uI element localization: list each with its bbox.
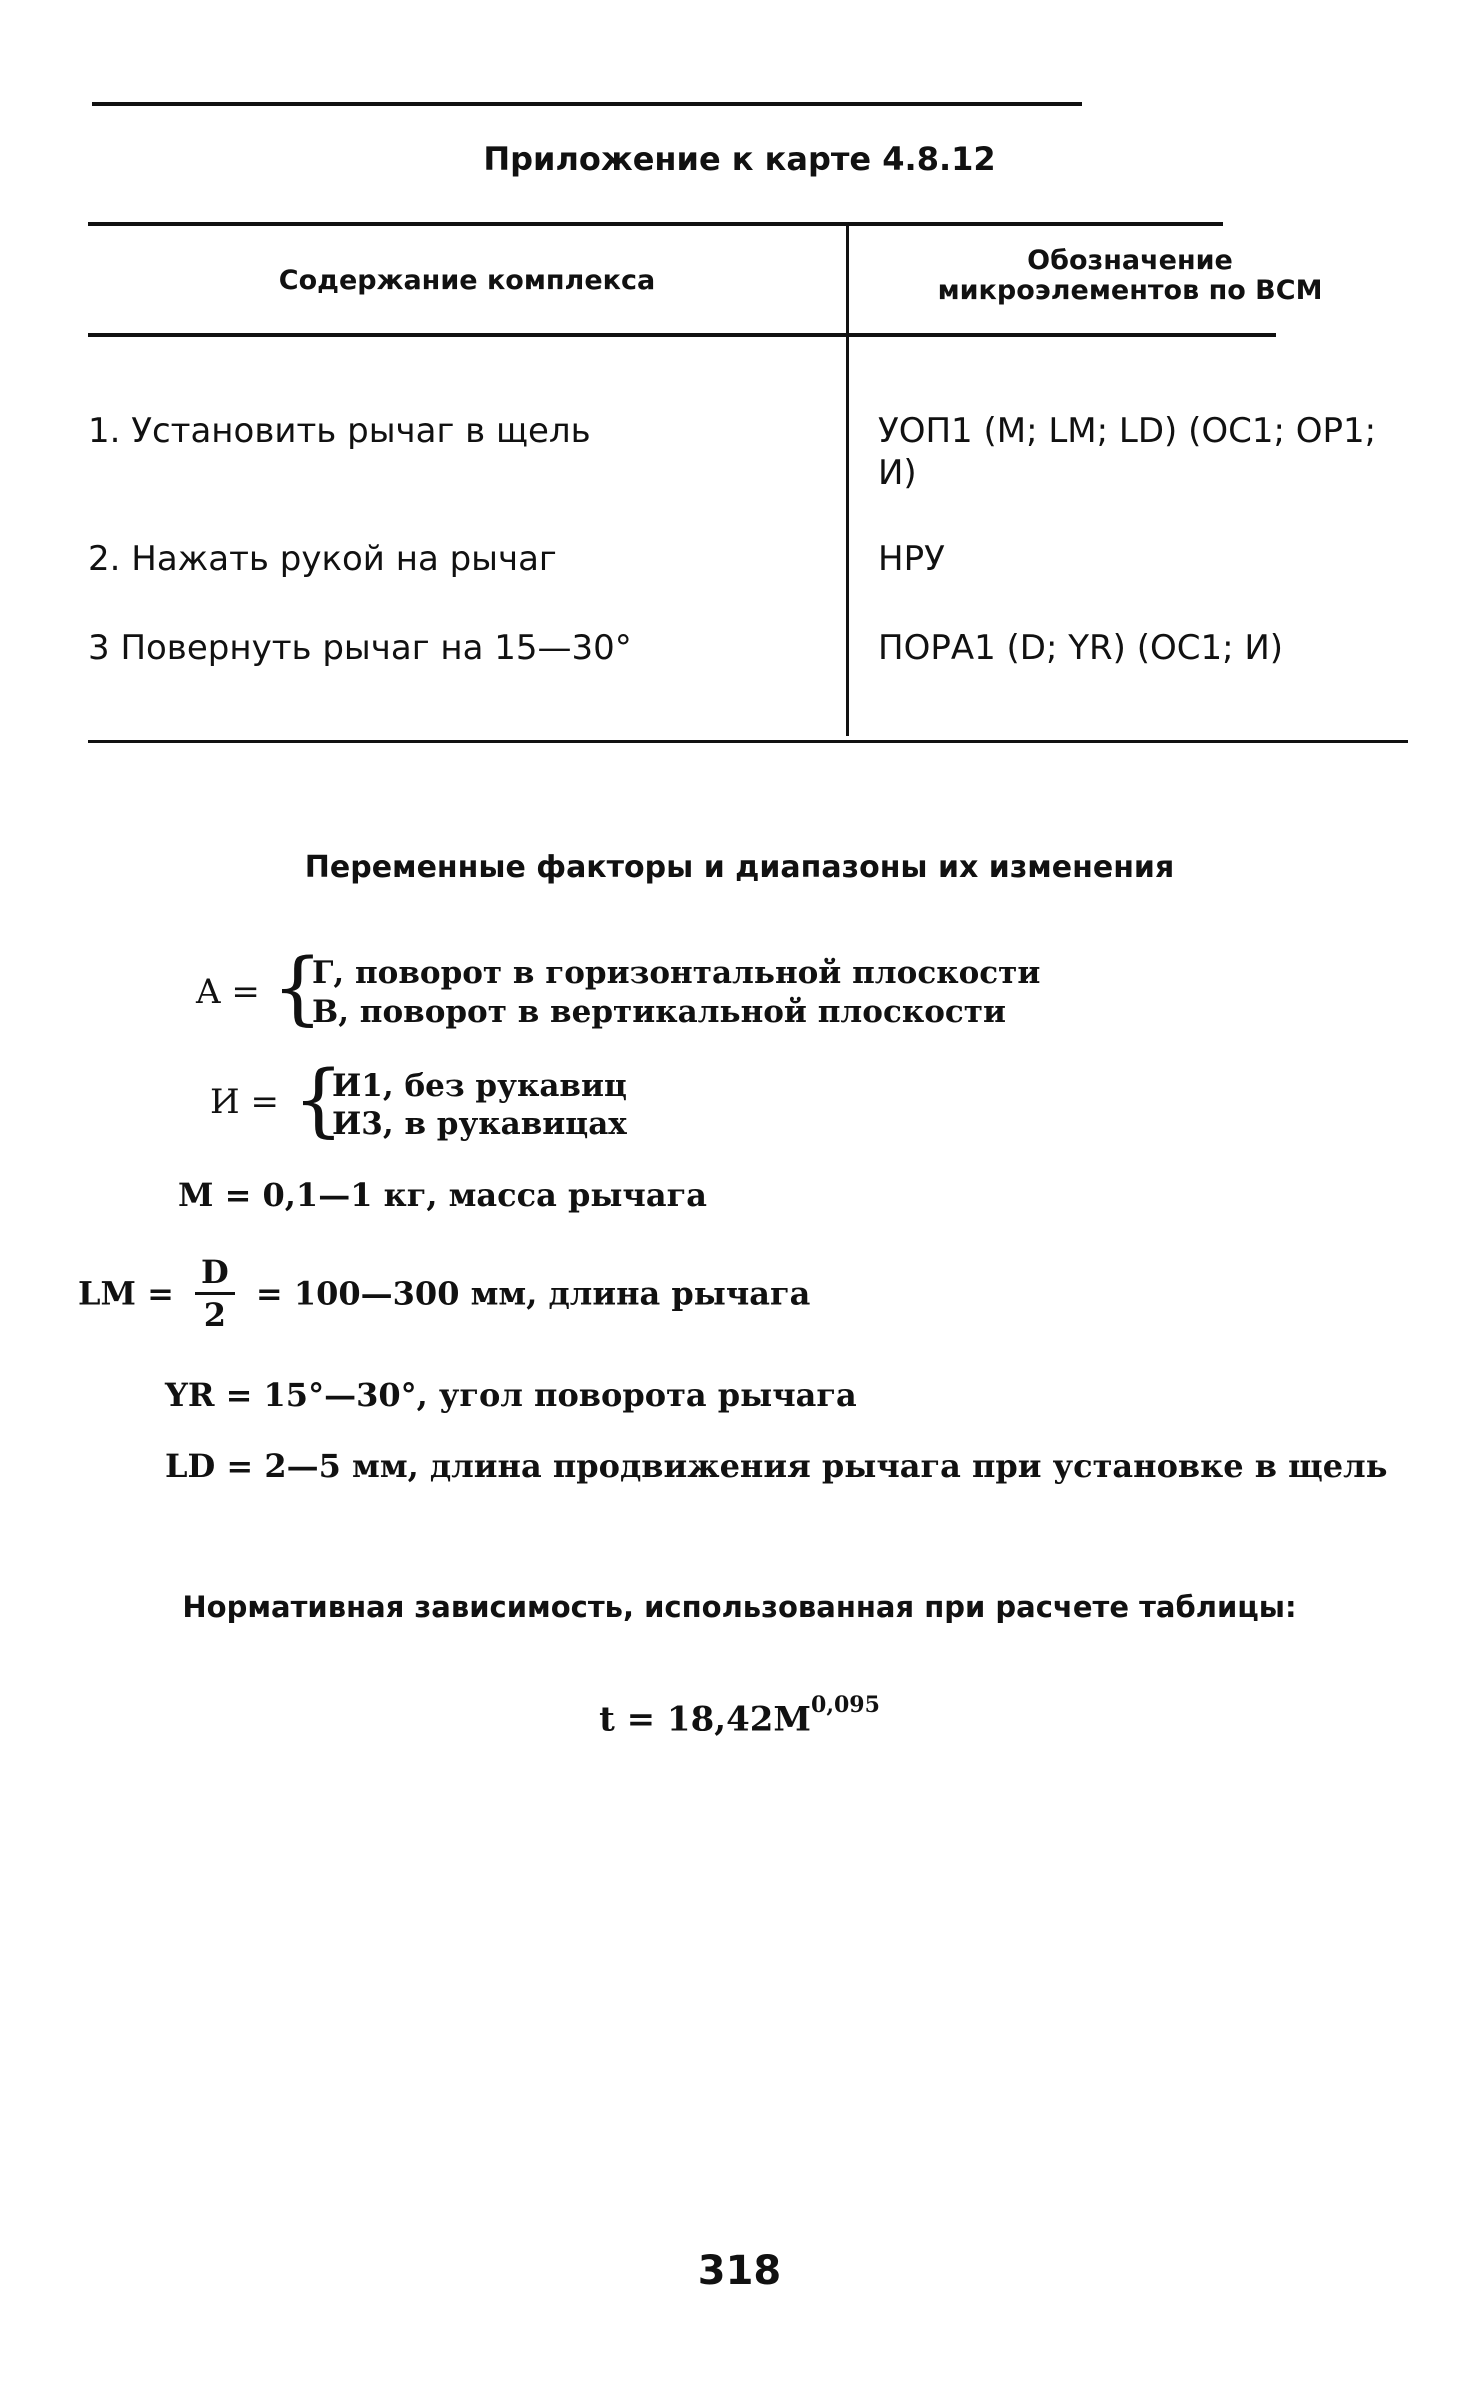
factor-m: M = 0,1—1 кг, масса рычага [178,1176,707,1214]
factor-i-option-2: И3, в рукавицах [332,1106,627,1142]
factor-a-option-2: В, поворот в вертикальной плоскости [312,994,1006,1030]
table-row-3-content: 3 Повернуть рычаг на 15—30° [88,628,632,668]
factor-i-option-1: И1, без рукавиц [332,1068,627,1104]
table-row-2-content: 2. Нажать рукой на рычаг [88,539,557,579]
formula-exponent: 0,095 [811,1692,880,1718]
factor-a-lhs: A = [196,972,260,1012]
appendix-title: Приложение к карте 4.8.12 [483,140,996,178]
factor-i-brace: { [293,1053,344,1146]
table-row-1-content: 1. Установить рычаг в щель [88,411,591,451]
factor-yr: YR = 15°—30°, угол поворота рычага [165,1376,857,1414]
top-rule [92,102,1082,106]
factor-lm [78,1252,810,1335]
table-column-divider [846,222,849,736]
factor-a-brace: { [272,941,323,1034]
factors-title: Переменные факторы и диапазоны их изменения [304,850,1175,885]
table-header-rule [88,333,1276,337]
factor-lm-rhs: = 100—300 мм, длина рычага [255,1274,811,1313]
table-row-3-designation: ПОРА1 (D; YR) (ОС1; И) [878,628,1284,668]
formula-base: t = 18,42M [599,1699,812,1740]
page-number: 318 [697,2248,782,2294]
factor-i-lhs: И = [210,1082,279,1122]
norm-title: Нормативная зависимость, использованная при расчете таблицы: [182,1590,1297,1624]
factor-lm-lhs: LM = [78,1274,174,1313]
norm-formula [0,1692,1479,1740]
factor-lm-numerator: D [195,1252,235,1295]
table-bottom-rule [88,740,1408,743]
table-row-2-designation: НРУ [878,539,945,579]
table-header-designation: Обозначение микроэлементов по ВСМ [937,245,1323,306]
factor-ld: LD = 2—5 мм, длина продвижения рычага при установке в щель [165,1447,1388,1485]
table-top-rule [88,222,1223,226]
factor-lm-fraction [195,1252,235,1335]
table-row-1-designation: УОП1 (M; LM; LD) (ОС1; ОР1; И) [878,411,1377,493]
factor-a-option-1: Г, поворот в горизонтальной плоскости [312,955,1041,991]
table-header-content: Содержание комплекса [278,265,656,296]
factor-lm-denominator: 2 [203,1296,227,1334]
